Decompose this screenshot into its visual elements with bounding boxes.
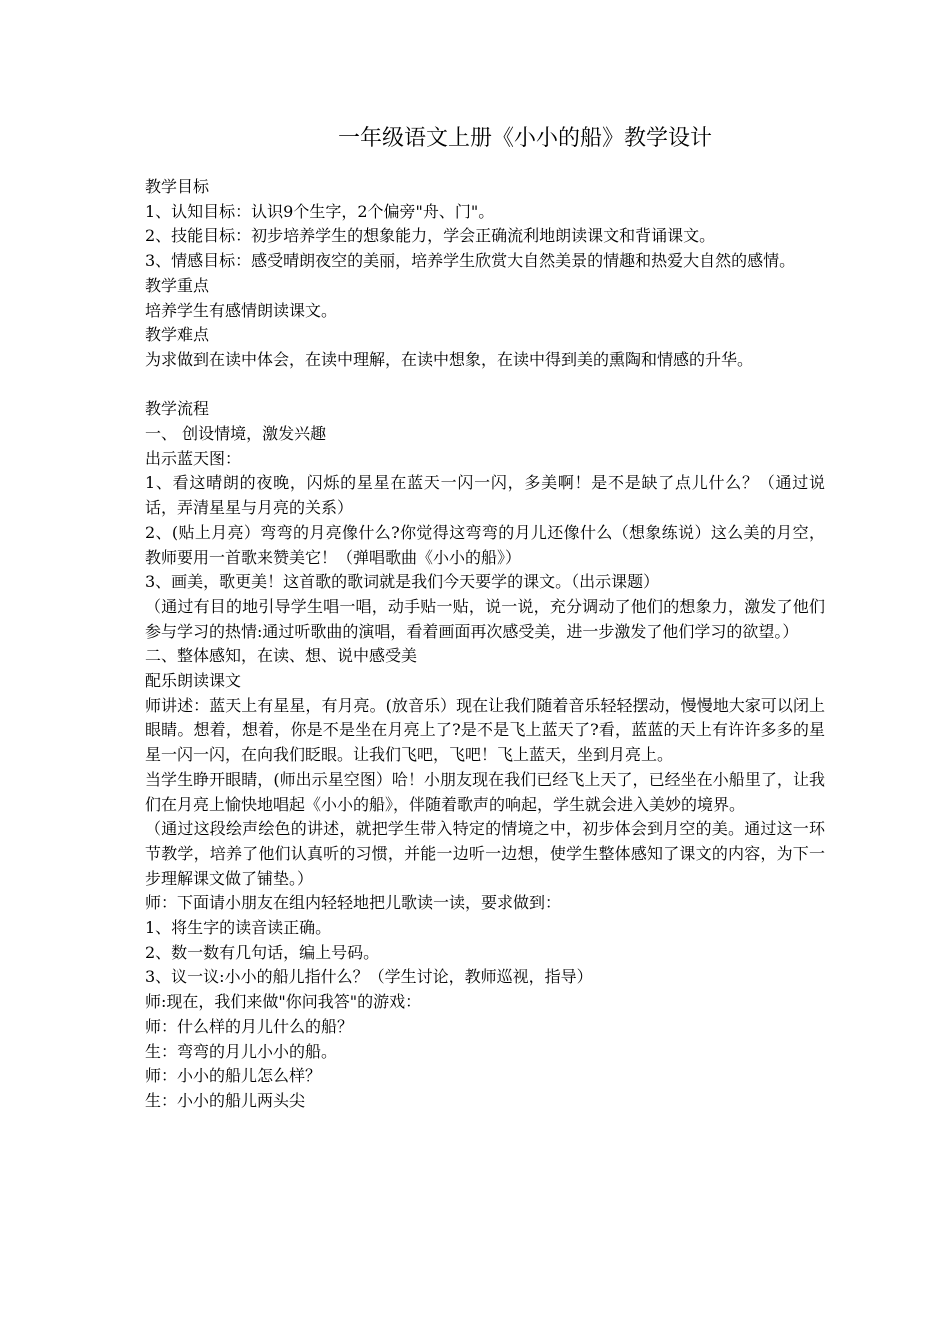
paragraph: 3、议一议:小小的船儿指什么？（学生讨论，教师巡视，指导） <box>145 967 593 987</box>
paragraph: 2、技能目标：初步培养学生的想象能力，学会正确流利地朗读课文和背诵课文。 <box>145 226 716 246</box>
paragraph: 1、看这晴朗的夜晚，闪烁的星星在蓝天一闪一闪，多美啊！是不是缺了点儿什么？（通过说话，弄清星星与月亮的关系） <box>145 473 825 518</box>
paragraph: 2、(贴上月亮）弯弯的月亮像什么?你觉得这弯弯的月儿还像什么（想象练说）这么美的月空，教师要用一首歌来赞美它！（弹唱歌曲《小小的船》） <box>145 522 825 567</box>
document-title: 一年级语文上册《小小的船》教学设计 <box>337 126 712 151</box>
paragraph: 3、情感目标：感受晴朗夜空的美丽，培养学生欣赏大自然美景的情趣和热爱大自然的感情。 <box>145 251 796 271</box>
document-body <box>145 175 825 1114</box>
paragraph: 1、认知目标：认识9个生字，2个偏旁"舟、门"。 <box>145 201 495 221</box>
paragraph: 配乐朗读课文 <box>145 671 242 691</box>
paragraph: 当学生睁开眼睛，(师出示星空图）哈！小朋友现在我们已经飞上天了，已经坐在小船里了，让我们在月亮上愉快地唱起《小小的船》，伴随着歌声的响起，学生就会进入美妙的境界。 <box>145 769 825 814</box>
section-heading-key-points: 教学重点 <box>145 275 210 295</box>
subheading: 一、 创设情境，激发兴趣 <box>145 424 327 444</box>
paragraph: 师：下面请小朋友在组内轻轻地把儿歌读一读，要求做到： <box>145 893 562 913</box>
paragraph: 师:现在，我们来做"你问我答"的游戏： <box>145 992 422 1012</box>
paragraph: 为求做到在读中体会，在读中理解，在读中想象，在读中得到美的熏陶和情感的升华。 <box>145 349 754 369</box>
section-heading-difficulties: 教学难点 <box>145 325 210 345</box>
section-heading-process: 教学流程 <box>145 399 210 419</box>
paragraph: 3、画美，歌更美！这首歌的歌词就是我们今天要学的课文。（出示课题） <box>145 572 660 592</box>
paragraph: 生：弯弯的月儿小小的船。 <box>145 1041 338 1061</box>
paragraph: 师：小小的船儿怎么样？ <box>145 1066 322 1086</box>
paragraph: 培养学生有感情朗读课文。 <box>145 300 338 320</box>
paragraph: 2、数一数有几句话，编上号码。 <box>145 942 380 962</box>
blank-line <box>145 373 825 398</box>
paragraph: （通过有目的地引导学生唱一唱，动手贴一贴，说一说，充分调动了他们的想象力，激发了他们参与学习的热情:通过听歌曲的演唱，看着画面再次感受美，进一步激发了他们学习的欲望。） <box>145 596 825 641</box>
section-heading-goals: 教学目标 <box>145 177 210 196</box>
paragraph: 出示蓝天图： <box>145 448 242 468</box>
paragraph: 师讲述：蓝天上有星星，有月亮。(放音乐）现在让我们随着音乐轻轻摆动，慢慢地大家可以闭上眼睛。想着，想着，你是不是坐在月亮上了?是不是飞上蓝天了?看，蓝蓝的天上有许许多多的星星一闪一闪，在向我们眨眼。让我们飞吧，飞吧！飞上蓝天，坐到月亮上。 <box>145 695 825 765</box>
paragraph: 师：什么样的月儿什么的船？ <box>145 1016 354 1036</box>
subheading: 二、整体感知，在读、想、说中感受美 <box>145 646 418 666</box>
paragraph: 1、将生字的读音读正确。 <box>145 918 332 938</box>
paragraph: （通过这段绘声绘色的讲述，就把学生带入特定的情境之中，初步体会到月空的美。通过这一环节教学，培养了他们认真听的习惯，并能一边听一边想，使学生整体感知了课文的内容，为下一步理解课文做了铺垫。） <box>145 819 825 888</box>
paragraph: 生：小小的船儿两头尖 <box>145 1091 306 1110</box>
